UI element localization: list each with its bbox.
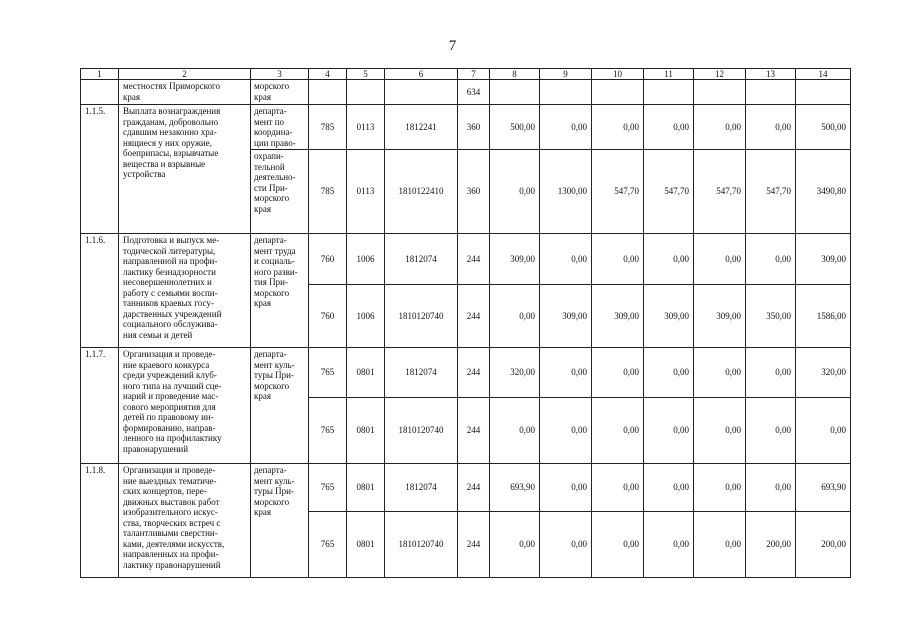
budget-table (80, 68, 851, 578)
item-code-cell (81, 80, 119, 105)
expense-type-cell: 244 (458, 464, 490, 512)
amount-cell: 0,00 (592, 512, 644, 578)
section-cell: 1006 (347, 234, 385, 285)
col-header: 7 (458, 69, 490, 80)
amount-cell: 309,00 (490, 234, 540, 285)
total-cell: 1586,00 (796, 285, 851, 348)
table-row (81, 105, 851, 150)
col-header: 9 (540, 69, 592, 80)
target-code-cell: 1812074 (385, 464, 458, 512)
amount-cell: 0,00 (540, 234, 592, 285)
amount-cell: 0,00 (490, 512, 540, 578)
grbs-cell: 765 (309, 348, 347, 398)
empty-cell (347, 80, 385, 105)
total-cell: 3490,80 (796, 150, 851, 234)
amount-cell: 0,00 (490, 150, 540, 234)
amount-cell: 0,00 (694, 348, 746, 398)
target-code-cell: 1810120740 (385, 285, 458, 348)
expense-type-cell: 244 (458, 234, 490, 285)
executor-cell: департа- мент куль- туры При- морского края (251, 464, 309, 578)
amount-cell: 0,00 (644, 348, 694, 398)
col-header: 3 (251, 69, 309, 80)
grbs-cell: 760 (309, 234, 347, 285)
amount-cell: 0,00 (644, 398, 694, 464)
executor-cell: морского края (251, 80, 309, 105)
item-name-cell: Организация и проведе- ние краевого конкурса среди учреждений клуб- ного типа на лучший сце- нарий и проведение мас- сового мероприятия для детей по правовому ин- формированию, направ- ленного на профилактику правонарушений (119, 348, 251, 464)
expense-type-cell: 634 (458, 80, 490, 105)
empty-cell (309, 80, 347, 105)
amount-cell: 0,00 (644, 234, 694, 285)
item-name-cell: местностях Приморского края (119, 80, 251, 105)
amount-cell: 309,00 (644, 285, 694, 348)
amount-cell: 350,00 (746, 285, 796, 348)
amount-cell: 500,00 (490, 105, 540, 150)
expense-type-cell: 244 (458, 285, 490, 348)
amount-cell: 200,00 (746, 512, 796, 578)
amount-cell: 0,00 (540, 348, 592, 398)
item-code-cell: 1.1.7. (81, 348, 119, 464)
amount-cell: 0,00 (592, 464, 644, 512)
amount-cell: 309,00 (694, 285, 746, 348)
amount-cell: 0,00 (540, 512, 592, 578)
table-row (81, 80, 851, 105)
target-code-cell: 1810120740 (385, 398, 458, 464)
empty-cell (490, 80, 540, 105)
amount-cell: 547,70 (694, 150, 746, 234)
table-row (81, 348, 851, 398)
amount-cell: 0,00 (540, 464, 592, 512)
target-code-cell: 1812074 (385, 234, 458, 285)
grbs-cell: 765 (309, 512, 347, 578)
grbs-cell: 785 (309, 150, 347, 234)
executor-cell: департа- мент куль- туры При- морского края (251, 348, 309, 464)
grbs-cell: 765 (309, 398, 347, 464)
amount-cell: 547,70 (592, 150, 644, 234)
table-row (81, 234, 851, 285)
expense-type-cell: 244 (458, 398, 490, 464)
section-cell: 0801 (347, 348, 385, 398)
total-cell: 500,00 (796, 105, 851, 150)
expense-type-cell: 360 (458, 105, 490, 150)
amount-cell: 0,00 (592, 234, 644, 285)
amount-cell: 0,00 (694, 234, 746, 285)
amount-cell: 0,00 (644, 105, 694, 150)
amount-cell: 0,00 (694, 512, 746, 578)
col-header: 4 (309, 69, 347, 80)
total-cell: 309,00 (796, 234, 851, 285)
grbs-cell: 765 (309, 464, 347, 512)
target-code-cell: 1810120740 (385, 512, 458, 578)
amount-cell: 0,00 (592, 105, 644, 150)
amount-cell: 309,00 (592, 285, 644, 348)
amount-cell: 547,70 (746, 150, 796, 234)
total-cell: 0,00 (796, 398, 851, 464)
section-cell: 0801 (347, 398, 385, 464)
amount-cell: 0,00 (746, 105, 796, 150)
empty-cell (540, 80, 592, 105)
col-header: 5 (347, 69, 385, 80)
empty-cell (644, 80, 694, 105)
col-header: 11 (644, 69, 694, 80)
col-header: 10 (592, 69, 644, 80)
page-number: 7 (448, 38, 457, 54)
amount-cell: 0,00 (746, 234, 796, 285)
amount-cell: 0,00 (694, 398, 746, 464)
col-header: 14 (796, 69, 851, 80)
target-code-cell: 1812241 (385, 105, 458, 150)
item-code-cell: 1.1.5. (81, 105, 119, 234)
amount-cell: 320,00 (490, 348, 540, 398)
col-header: 8 (490, 69, 540, 80)
amount-cell: 0,00 (490, 398, 540, 464)
item-code-cell: 1.1.6. (81, 234, 119, 348)
empty-cell (592, 80, 644, 105)
executor-cell: департа- мент труда и социаль- ного разви- тия При- морского края (251, 234, 309, 348)
item-name-cell: Организация и проведе- ние выездных тематиче- ских концертов, пере- движных выставок работ изобразительного искус- ства, творческих встреч с талантливыми сверстни- ками, деятелями искусств, направленных на профи- лактику правонарушений (119, 464, 251, 578)
col-header: 6 (385, 69, 458, 80)
section-cell: 0113 (347, 105, 385, 150)
amount-cell: 0,00 (746, 464, 796, 512)
item-code-cell: 1.1.8. (81, 464, 119, 578)
amount-cell: 0,00 (592, 398, 644, 464)
section-cell: 0113 (347, 150, 385, 234)
amount-cell: 0,00 (490, 285, 540, 348)
grbs-cell: 785 (309, 105, 347, 150)
empty-cell (796, 80, 851, 105)
total-cell: 693,90 (796, 464, 851, 512)
section-cell: 0801 (347, 512, 385, 578)
total-cell: 320,00 (796, 348, 851, 398)
empty-cell (385, 80, 458, 105)
empty-cell (694, 80, 746, 105)
executor-cell: департа- мент по координа- ции право- (251, 105, 309, 150)
amount-cell: 309,00 (540, 285, 592, 348)
col-header: 13 (746, 69, 796, 80)
empty-cell (746, 80, 796, 105)
amount-cell: 0,00 (694, 464, 746, 512)
amount-cell: 0,00 (592, 348, 644, 398)
amount-cell: 693,90 (490, 464, 540, 512)
amount-cell: 0,00 (746, 348, 796, 398)
amount-cell: 0,00 (540, 398, 592, 464)
col-header: 2 (119, 69, 251, 80)
total-cell: 200,00 (796, 512, 851, 578)
amount-cell: 0,00 (644, 464, 694, 512)
amount-cell: 0,00 (540, 105, 592, 150)
table-row (81, 464, 851, 512)
amount-cell: 547,70 (644, 150, 694, 234)
section-cell: 1006 (347, 285, 385, 348)
amount-cell: 0,00 (746, 398, 796, 464)
item-name-cell: Подготовка и выпуск ме- тодической литературы, направленной на профи- лактику безнадзорности несовершеннолетних и работу с семьями воспи- танников краевых госу- дарственных учреждений социального обслужива- ния семьи и детей (119, 234, 251, 348)
item-name-cell: Выплата вознаграждения гражданам, добровольно сдавшим незаконно хра- нящиеся у них оружие, боеприпасы, взрывчатые вещества и взрывные устройства (119, 105, 251, 234)
target-code-cell: 1812074 (385, 348, 458, 398)
executor-cell: охрапи- тельной деятельно- сти При- морского края (251, 150, 309, 234)
section-cell: 0801 (347, 464, 385, 512)
expense-type-cell: 244 (458, 348, 490, 398)
grbs-cell: 760 (309, 285, 347, 348)
amount-cell: 0,00 (694, 105, 746, 150)
amount-cell: 1300,00 (540, 150, 592, 234)
expense-type-cell: 360 (458, 150, 490, 234)
col-header: 1 (81, 69, 119, 80)
col-header: 12 (694, 69, 746, 80)
expense-type-cell: 244 (458, 512, 490, 578)
table-header-row (81, 69, 851, 80)
target-code-cell: 1810122410 (385, 150, 458, 234)
amount-cell: 0,00 (644, 512, 694, 578)
